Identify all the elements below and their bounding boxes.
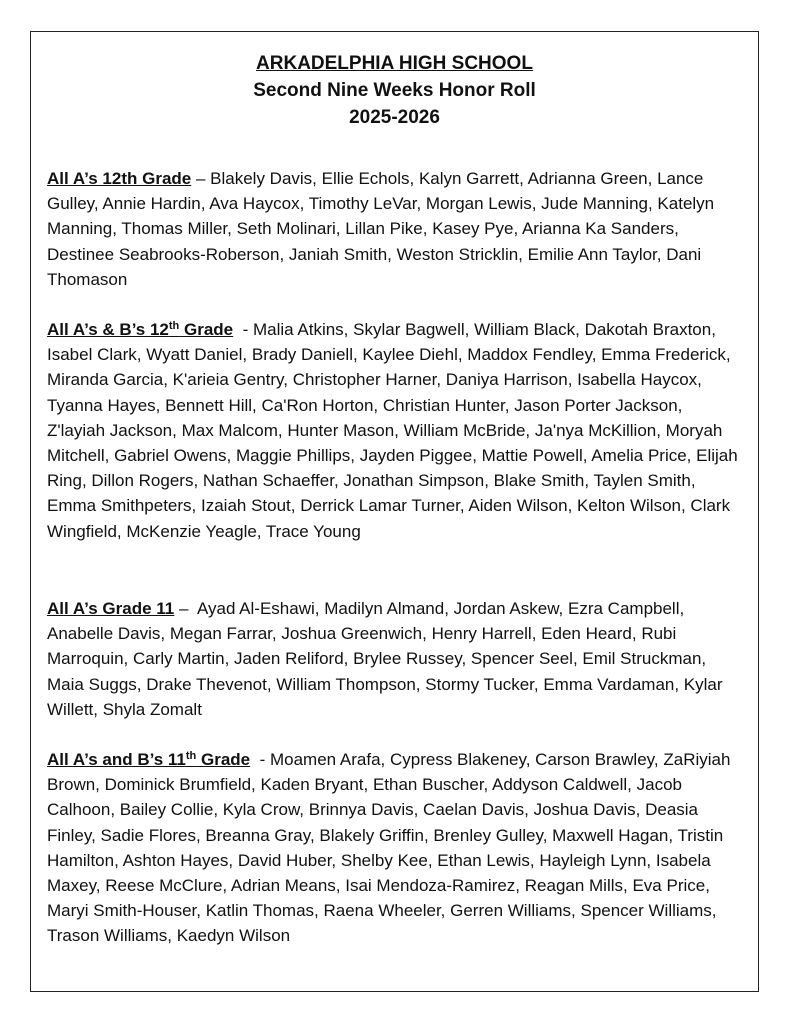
- student-names: Moamen Arafa, Cypress Blakeney, Carson Brawley, ZaRiyiah Brown, Dominick Brumfield, Kaden Bryant, Ethan Buscher, Addyson Caldwell, Jacob Calhoon, Bailey Collie, Kyla Crow, Brinnya Davis, Caelan Davis, Joshua Davis, Deasia Finley, Sadie Flores, Breanna Gray, Blakely Griffin, Brenley Gulley, Maxwell Hagan, Tristin Hamilton, Ashton Hayes, David Huber, Shelby Kee, Ethan Lewis, Hayleigh Lynn, Isabela Maxey, Reese McClure, Adrian Means, Isai Mendoza-Ramirez, Reagan Mills, Eva Price, Maryi Smith-Houser, Katlin Thomas, Raena Wheeler, Gerren Williams, Spencer Williams, Trason Williams, Kaedyn Wilson: [47, 750, 731, 946]
- section-separator: –: [191, 169, 211, 188]
- section-separator: -: [250, 750, 270, 769]
- document-header: [31, 50, 758, 131]
- section-label: All A’s and B’s 11th Grade: [47, 750, 251, 769]
- section-separator: -: [233, 320, 253, 339]
- section-label: All A’s & B’s 12th Grade: [47, 320, 234, 339]
- honor-section-all-as-grade-11: [47, 596, 743, 722]
- student-names: Blakely Davis, Ellie Echols, Kalyn Garrett, Adrianna Green, Lance Gulley, Annie Hardin, Ava Haycox, Timothy LeVar, Morgan Lewis, Jude Manning, Katelyn Manning, Thomas Miller, Seth Molinari, Lillan Pike, Kasey Pye, Arianna Ka Sanders, Destinee Seabrooks-Roberson, Janiah Smith, Weston Stricklin, Emilie Ann Taylor, Dani Thomason: [47, 169, 715, 289]
- section-label: All A’s 12th Grade: [47, 169, 192, 188]
- school-name: ARKADELPHIA HIGH SCHOOL: [256, 53, 533, 74]
- document-title: Second Nine Weeks Honor Roll: [253, 80, 536, 101]
- student-names: Ayad Al-Eshawi, Madilyn Almand, Jordan Askew, Ezra Campbell, Anabelle Davis, Megan Farrar, Joshua Greenwich, Henry Harrell, Eden Heard, Rubi Marroquin, Carly Martin, Jaden Reliford, Brylee Russey, Spencer Seel, Emil Struckman, Maia Suggs, Drake Thevenot, William Thompson, Stormy Tucker, Emma Vardaman, Kylar Willett, Shyla Zomalt: [47, 599, 723, 719]
- section-separator: –: [174, 599, 197, 618]
- student-names: Malia Atkins, Skylar Bagwell, William Black, Dakotah Braxton, Isabel Clark, Wyatt Daniel, Brady Daniell, Kaylee Diehl, Maddox Fendley, Emma Frederick, Miranda Garcia, K'arieia Gentry, Christopher Harner, Daniya Harrison, Isabella Haycox, Tyanna Hayes, Bennett Hill, Ca'Ron Horton, Christian Hunter, Jason Porter Jackson, Z'layiah Jackson, Max Malcom, Hunter Mason, William McBride, Ja'nya McKillion, Moryah Mitchell, Gabriel Owens, Maggie Phillips, Jayden Piggee, Mattie Powell, Amelia Price, Elijah Ring, Dillon Rogers, Nathan Schaeffer, Jonathan Simpson, Blake Smith, Taylen Smith, Emma Smithpeters, Izaiah Stout, Derrick Lamar Turner, Aiden Wilson, Kelton Wilson, Clark Wingfield, McKenzie Yeagle, Trace Young: [47, 320, 738, 541]
- honor-section-all-as-12th-grade: [47, 166, 743, 292]
- page-border: [30, 31, 759, 992]
- honor-section-all-as-and-bs-11th-grade: [47, 747, 743, 949]
- honor-section-all-as-bs-12th-grade: [47, 317, 743, 544]
- section-label: All A’s Grade 11: [47, 599, 175, 618]
- school-year: 2025-2026: [349, 107, 440, 128]
